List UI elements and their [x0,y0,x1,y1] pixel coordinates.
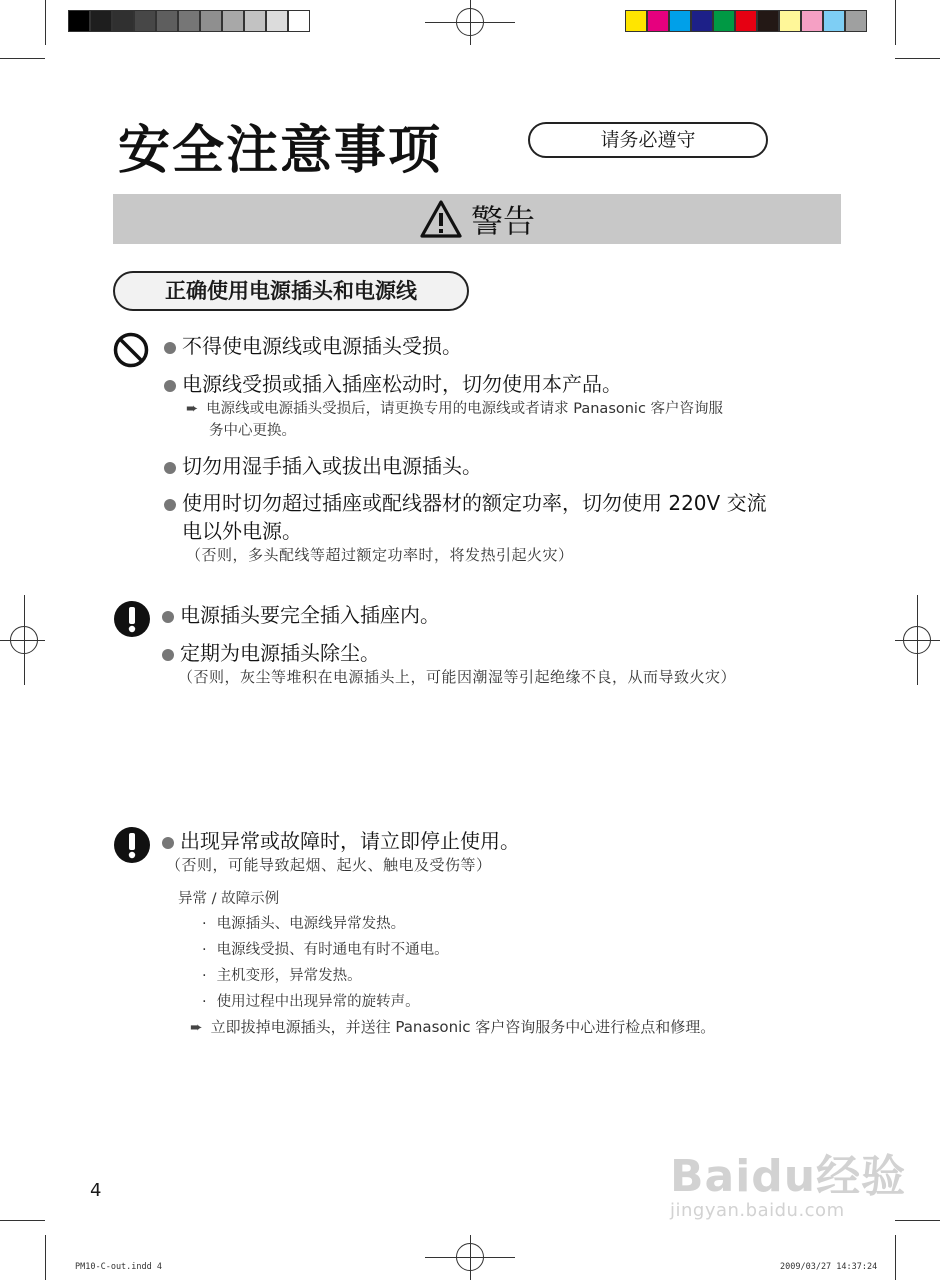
examples-title: 异常 / 故障示例 [178,891,280,907]
color-swatch [823,10,845,32]
warning-banner [113,194,841,244]
section-title: 正确使用电源插头和电源线 [113,271,469,311]
color-swatch [669,10,691,32]
example-item: · 电源插头、电源线异常发热。 [202,916,406,932]
process-color-bar [625,10,867,32]
example-item: · 电源线受损、有时通电有时不通电。 [202,942,449,958]
footer-file-info: PM10-C-out.indd 4 [75,1262,162,1272]
registration-line [470,0,471,45]
caution-item: 定期为电源插头除尘。 [162,637,380,666]
example-item: · 主机变形，异常发热。 [202,968,362,984]
prohibition-icon [113,332,149,368]
grayscale-color-bar [68,10,310,32]
color-swatch [713,10,735,32]
page-title: 安全注意事项 [118,121,443,181]
color-swatch [244,10,266,32]
caution-item: 电源插头要完全插入插座内。 [162,599,440,628]
bullet-icon [162,649,174,661]
note-line: 务中心更换。 [209,423,296,439]
arrow-icon: ➨ [190,1018,203,1036]
bullet-icon [162,837,174,849]
crop-mark [895,0,896,45]
mandatory-exclamation-icon [113,600,151,638]
footer-timestamp: 2009/03/27 14:37:24 [780,1262,878,1272]
must-observe-badge: 请务必遵守 [528,122,768,158]
bullet-icon [164,499,176,511]
bullet-icon [162,611,174,623]
color-swatch [735,10,757,32]
crop-mark [45,0,46,45]
crop-mark [0,1220,45,1221]
color-swatch [90,10,112,32]
color-swatch [112,10,134,32]
consequence-note: （否则，灰尘等堆积在电源插头上，可能因潮湿等引起绝缘不良，从而导致火灾） [178,668,737,686]
color-swatch [647,10,669,32]
crop-mark [45,1235,46,1280]
warning-triangle-icon [419,199,463,239]
crop-mark [0,58,45,59]
example-item: · 使用过程中出现异常的旋转声。 [202,994,420,1010]
registration-line [470,1235,471,1280]
bullet-icon [164,380,176,392]
color-swatch [266,10,288,32]
watermark-url: jingyan.baidu.com [670,1200,845,1221]
registration-line [0,640,45,641]
color-swatch [156,10,178,32]
color-swatch [691,10,713,32]
arrow-icon: ➨ [186,401,199,417]
warning-item: 使用时切勿超过插座或配线器材的额定功率，切勿使用 220V 交流 [164,487,767,516]
bullet-icon [164,342,176,354]
warning-item: 切勿用湿手插入或拔出电源插头。 [164,450,482,479]
color-swatch [779,10,801,32]
color-swatch [222,10,244,32]
action-note: ➨ 立即拔掉电源插头，并送往 Panasonic 客户咨询服务中心进行检点和修理。 [190,1018,716,1036]
crop-mark [895,58,940,59]
registration-line [917,595,918,685]
warning-label: 警告 [470,202,535,240]
crop-mark [895,1235,896,1280]
consequence-note: （否则，多头配线等超过额定功率时，将发热引起火灾） [186,546,574,564]
color-swatch [757,10,779,32]
bullet-icon [164,462,176,474]
color-swatch [845,10,867,32]
warning-item: 电源线受损或插入插座松动时，切勿使用本产品。 [164,368,622,397]
color-swatch [178,10,200,32]
caution-item: 出现异常或故障时，请立即停止使用。 [162,825,520,854]
note-line: ➨ 电源线或电源插头受损后，请更换专用的电源线或者请求 Panasonic 客户咨询服 [186,401,724,417]
warning-item-continued: 电以外电源。 [182,519,302,543]
color-swatch [200,10,222,32]
color-swatch [625,10,647,32]
color-swatch [134,10,156,32]
warning-item: 不得使电源线或电源插头受损。 [164,330,462,359]
watermark-logo-text: Baidu经验 [670,1151,907,1202]
color-swatch [288,10,310,32]
mandatory-exclamation-icon [113,826,151,864]
color-swatch [801,10,823,32]
page-number: 4 [90,1180,102,1201]
registration-line [24,595,25,685]
baidu-watermark [670,1140,906,1221]
consequence-note: （否则，可能导致起烟、起火、触电及受伤等） [166,856,492,874]
color-swatch [68,10,90,32]
